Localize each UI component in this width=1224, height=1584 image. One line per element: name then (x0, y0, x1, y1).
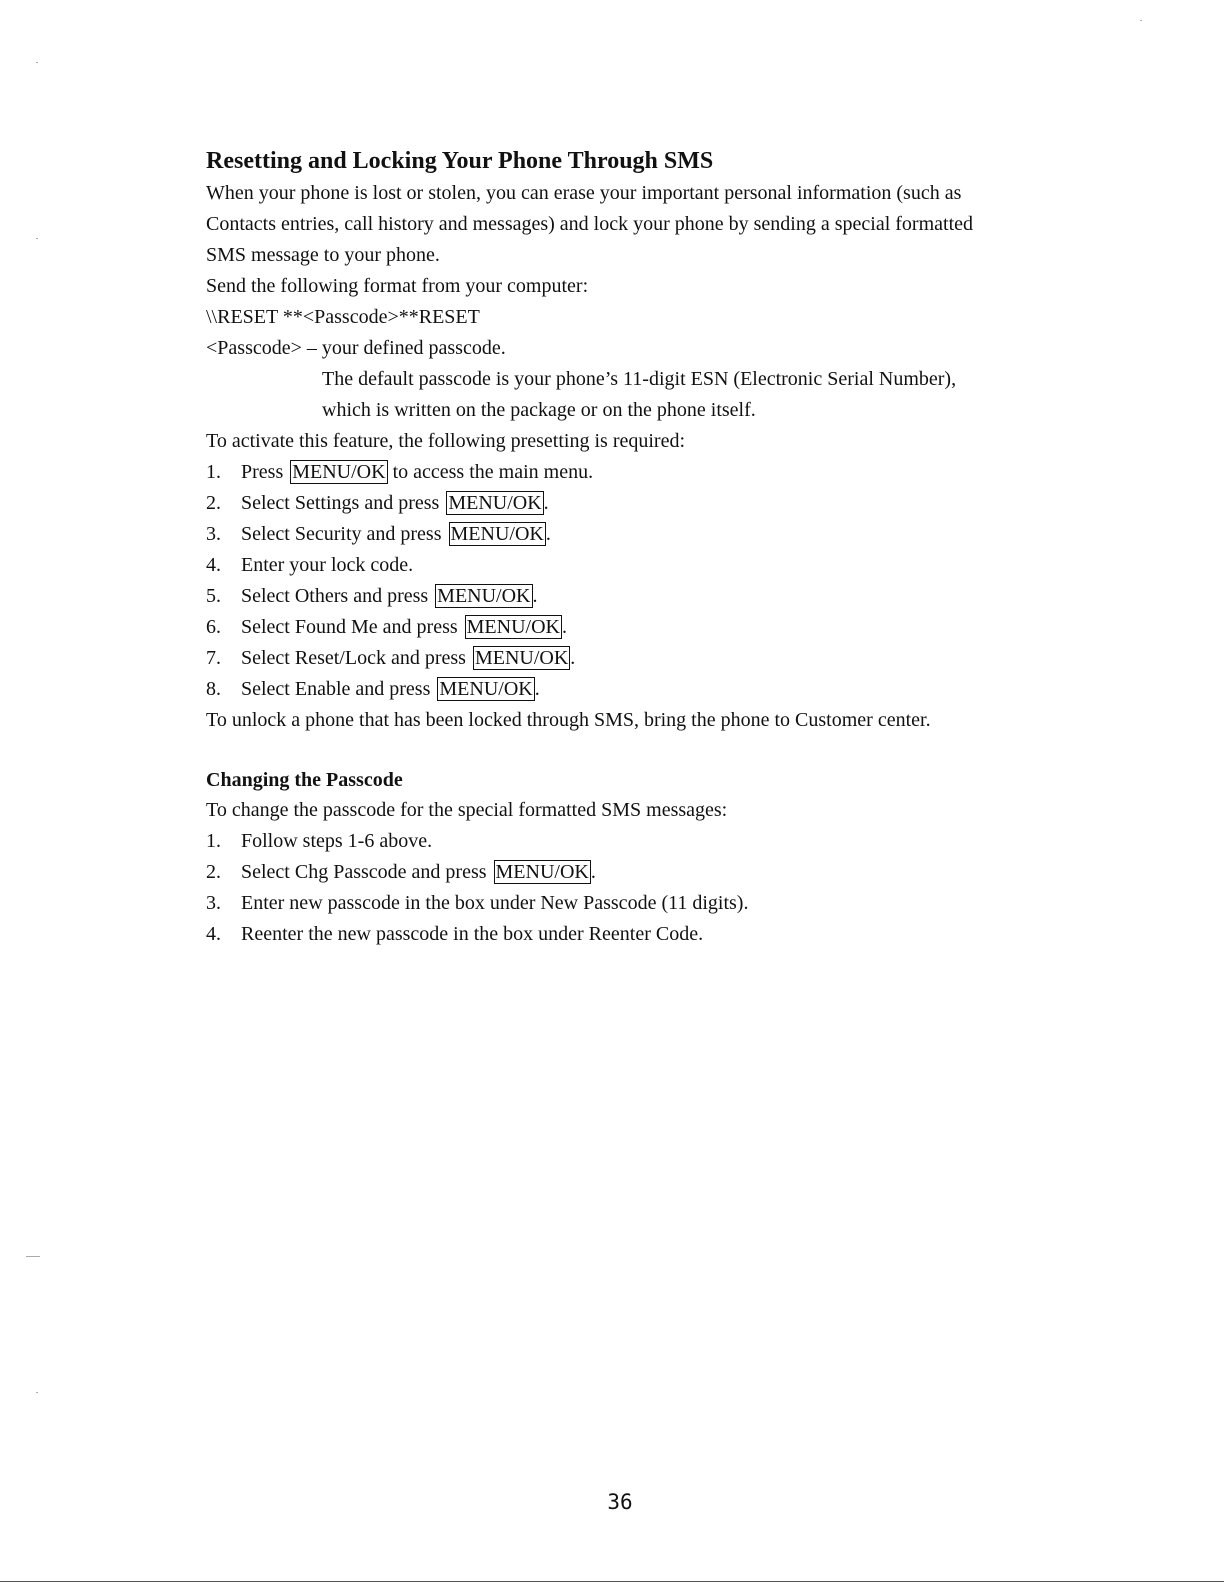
menu-ok-key: MENU/OK (474, 647, 569, 669)
scan-speck (36, 238, 38, 239)
section-title-reset-lock: Resetting and Locking Your Phone Through SMS (206, 148, 714, 174)
scan-speck (26, 1256, 40, 1257)
list-item (206, 488, 1086, 519)
list-item (206, 857, 1086, 888)
page-content (206, 144, 1086, 950)
scan-speck (1140, 20, 1142, 21)
passcode-description: <Passcode> – your defined passcode. (206, 337, 506, 359)
menu-ok-key: MENU/OK (495, 861, 589, 883)
step-text: Follow steps 1-6 above. (241, 830, 433, 852)
scan-speck (36, 62, 38, 63)
format-string: \\RESET **<Passcode>**RESET (206, 306, 480, 328)
page-number: 36 (607, 1490, 633, 1514)
menu-ok-key: MENU/OK (466, 616, 560, 638)
list-item (206, 919, 1086, 950)
step-text: Select Enable and press MENU/OK . (241, 678, 540, 700)
step-number: 1. (206, 461, 221, 483)
step-text: Enter your lock code. (241, 554, 414, 576)
step-number: 8. (206, 678, 221, 700)
menu-ok-key: MENU/OK (439, 678, 533, 700)
menu-ok-key: MENU/OK (450, 523, 544, 545)
intro-line: Contacts entries, call history and messages) and lock your phone by sending a special formatted (206, 213, 974, 235)
step-text: Reenter the new passcode in the box under Reenter Code. (241, 923, 704, 945)
list-item (206, 826, 1086, 857)
step-text: Select Reset/Lock and press MENU/OK . (241, 647, 576, 669)
step-text: Select Settings and press MENU/OK . (241, 492, 549, 514)
list-item (206, 888, 1086, 919)
step-number: 3. (206, 892, 221, 914)
list-item (206, 674, 1086, 705)
step-number: 4. (206, 554, 221, 576)
section-title-change-passcode: Changing the Passcode (206, 769, 403, 791)
change-passcode-intro: To change the passcode for the special formatted SMS messages: (206, 799, 728, 821)
list-item (206, 457, 1086, 488)
step-number: 2. (206, 861, 221, 883)
default-passcode-line: The default passcode is your phone’s 11-digit ESN (Electronic Serial Number), (322, 368, 957, 390)
menu-ok-key: MENU/OK (448, 492, 542, 514)
step-text: Select Security and press MENU/OK . (241, 523, 551, 545)
step-text: Enter new passcode in the box under New Passcode (11 digits). (241, 892, 749, 914)
step-number: 5. (206, 585, 221, 607)
step-number: 6. (206, 616, 221, 638)
step-text: Select Chg Passcode and press MENU/OK . (241, 861, 596, 883)
intro-line: SMS message to your phone. (206, 244, 440, 266)
change-passcode-steps-list (206, 826, 1086, 950)
step-number: 7. (206, 647, 221, 669)
step-text: Select Found Me and press MENU/OK . (241, 616, 567, 638)
list-item (206, 643, 1086, 674)
send-format-label: Send the following format from your computer: (206, 275, 589, 297)
list-item (206, 612, 1086, 643)
default-passcode-line: which is written on the package or on the phone itself. (322, 399, 756, 421)
list-item (206, 519, 1086, 550)
step-number: 4. (206, 923, 221, 945)
step-text: Press MENU/OK to access the main menu. (241, 461, 594, 483)
menu-ok-key: MENU/OK (292, 461, 386, 483)
intro-line: When your phone is lost or stolen, you can erase your important personal information (such as (206, 182, 962, 204)
unlock-note: To unlock a phone that has been locked through SMS, bring the phone to Customer center. (206, 709, 931, 731)
step-number: 3. (206, 523, 221, 545)
step-number: 1. (206, 830, 221, 852)
scan-speck (36, 1392, 38, 1393)
activate-label: To activate this feature, the following presetting is required: (206, 430, 686, 452)
scan-edge-rule (0, 1581, 1224, 1582)
menu-ok-key: MENU/OK (437, 585, 531, 607)
list-item (206, 581, 1086, 612)
list-item (206, 550, 1086, 581)
activation-steps-list (206, 457, 1086, 705)
step-text: Select Others and press MENU/OK . (241, 585, 538, 607)
step-number: 2. (206, 492, 221, 514)
